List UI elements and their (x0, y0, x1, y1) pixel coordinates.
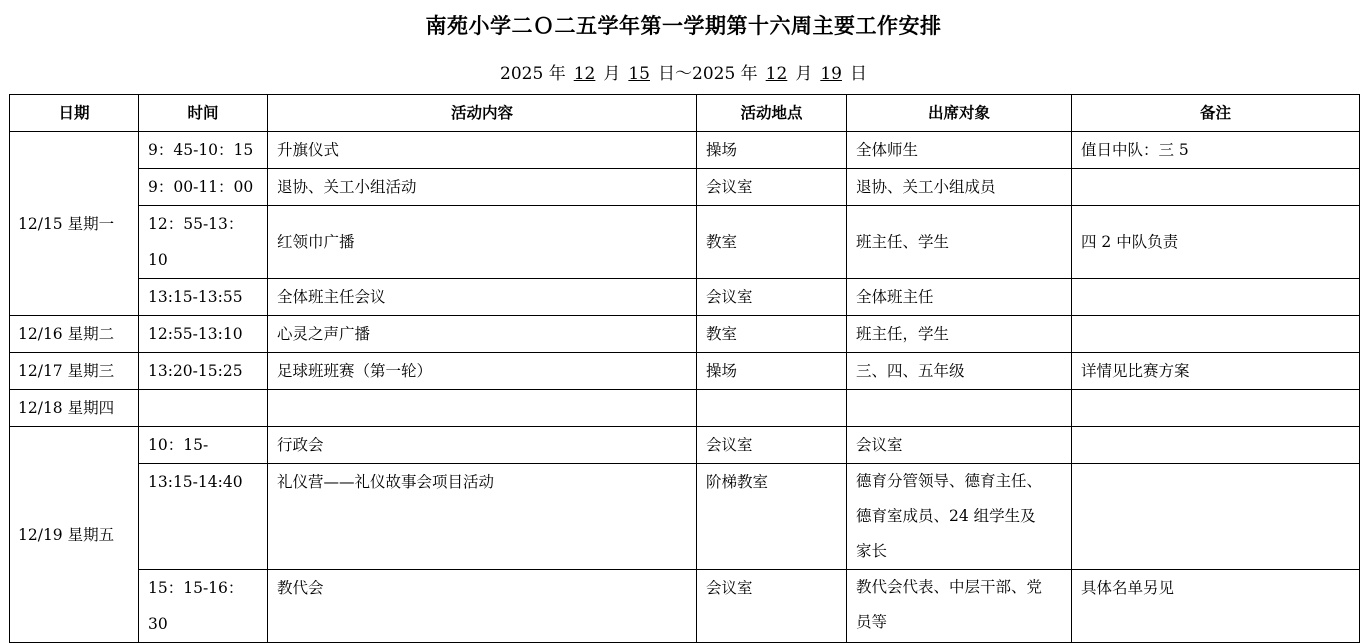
content-cell: 全体班主任会议 (268, 279, 697, 316)
time-cell: 10：15- (139, 427, 268, 464)
attendees-cell: 班主任，学生 (847, 316, 1072, 353)
time-cell: 13:15-14:40 (139, 464, 268, 570)
attendees-line: 教代会代表、中层干部、党 (856, 578, 1043, 596)
table-row (10, 390, 1360, 427)
place-cell (697, 390, 847, 427)
start-month: 12 (573, 64, 596, 84)
month-label-2: 月 (795, 64, 813, 84)
end-month: 12 (765, 64, 788, 84)
place-cell: 阶梯教室 (697, 464, 847, 570)
note-cell (1072, 464, 1360, 570)
time-cell: 12：55-13：10 (139, 206, 268, 279)
attendees-cell (847, 390, 1072, 427)
header-place: 活动地点 (697, 95, 847, 132)
attendees-line: 德育室成员、24 组学生及 (856, 507, 1036, 525)
time-cell: 13:15-13:55 (139, 279, 268, 316)
header-attendees: 出席对象 (847, 95, 1072, 132)
month-label: 月 (603, 64, 621, 84)
content-cell: 心灵之声广播 (268, 316, 697, 353)
time-cell: 13:20-15:25 (139, 353, 268, 390)
start-year: 2025 年 (500, 64, 566, 84)
note-cell: 值日中队：三 5 (1072, 132, 1360, 169)
content-cell: 红领巾广播 (268, 206, 697, 279)
table-row (10, 316, 1360, 353)
header-date: 日期 (10, 95, 139, 132)
date-cell: 12/18 星期四 (10, 390, 139, 427)
day-label: 日 (849, 64, 867, 84)
place-cell: 操场 (697, 353, 847, 390)
attendees-cell (847, 570, 1072, 643)
attendees-cell: 会议室 (847, 427, 1072, 464)
table-row (10, 427, 1360, 464)
note-cell (1072, 279, 1360, 316)
time-cell: 12:55-13:10 (139, 316, 268, 353)
note-cell (1072, 427, 1360, 464)
place-cell: 教室 (697, 316, 847, 353)
place-cell: 会议室 (697, 169, 847, 206)
attendees-cell: 三、四、五年级 (847, 353, 1072, 390)
note-cell: 详情见比赛方案 (1072, 353, 1360, 390)
content-cell: 退协、关工小组活动 (268, 169, 697, 206)
attendees-cell (847, 464, 1072, 570)
attendees-cell: 班主任、学生 (847, 206, 1072, 279)
attendees-cell: 退协、关工小组成员 (847, 169, 1072, 206)
schedule-table (9, 94, 1360, 643)
header-content: 活动内容 (268, 95, 697, 132)
header-row (10, 95, 1360, 132)
note-cell (1072, 390, 1360, 427)
note-cell: 具体名单另见 (1072, 570, 1360, 643)
start-day: 15 (628, 64, 650, 84)
date-cell: 12/16 星期二 (10, 316, 139, 353)
attendees-line: 家长 (856, 542, 888, 560)
note-cell (1072, 316, 1360, 353)
note-cell (1072, 169, 1360, 206)
attendees-cell: 全体师生 (847, 132, 1072, 169)
table-row (10, 169, 1360, 206)
range-separator: 日～2025 年 (658, 64, 758, 84)
date-cell: 12/15 星期一 (10, 132, 139, 316)
attendees-line: 员等 (856, 613, 888, 631)
place-cell: 会议室 (697, 570, 847, 643)
table-row (10, 464, 1360, 570)
place-cell: 会议室 (697, 427, 847, 464)
content-cell: 足球班班赛（第一轮） (268, 353, 697, 390)
time-cell (139, 390, 268, 427)
header-note: 备注 (1072, 95, 1360, 132)
table-row (10, 206, 1360, 279)
attendees-line: 德育分管领导、德育主任、 (856, 472, 1043, 490)
place-cell: 会议室 (697, 279, 847, 316)
table-row (10, 353, 1360, 390)
time-cell: 9：45-10：15 (139, 132, 268, 169)
end-day: 19 (820, 64, 842, 84)
content-cell: 教代会 (268, 570, 697, 643)
table-row (10, 570, 1360, 643)
place-cell: 教室 (697, 206, 847, 279)
time-cell: 9：00-11：00 (139, 169, 268, 206)
content-cell: 行政会 (268, 427, 697, 464)
attendees-cell: 全体班主任 (847, 279, 1072, 316)
table-row (10, 279, 1360, 316)
header-time: 时间 (139, 95, 268, 132)
content-cell (268, 390, 697, 427)
date-cell: 12/19 星期五 (10, 427, 139, 643)
time-cell: 15：15-16：30 (139, 570, 268, 643)
note-cell: 四 2 中队负责 (1072, 206, 1360, 279)
date-range (0, 59, 1367, 84)
table-row (10, 132, 1360, 169)
place-cell: 操场 (697, 132, 847, 169)
content-cell: 礼仪营——礼仪故事会项目活动 (268, 464, 697, 570)
date-cell: 12/17 星期三 (10, 353, 139, 390)
page-title: 南苑小学二Ｏ二五学年第一学期第十六周主要工作安排 (425, 13, 942, 38)
content-cell: 升旗仪式 (268, 132, 697, 169)
